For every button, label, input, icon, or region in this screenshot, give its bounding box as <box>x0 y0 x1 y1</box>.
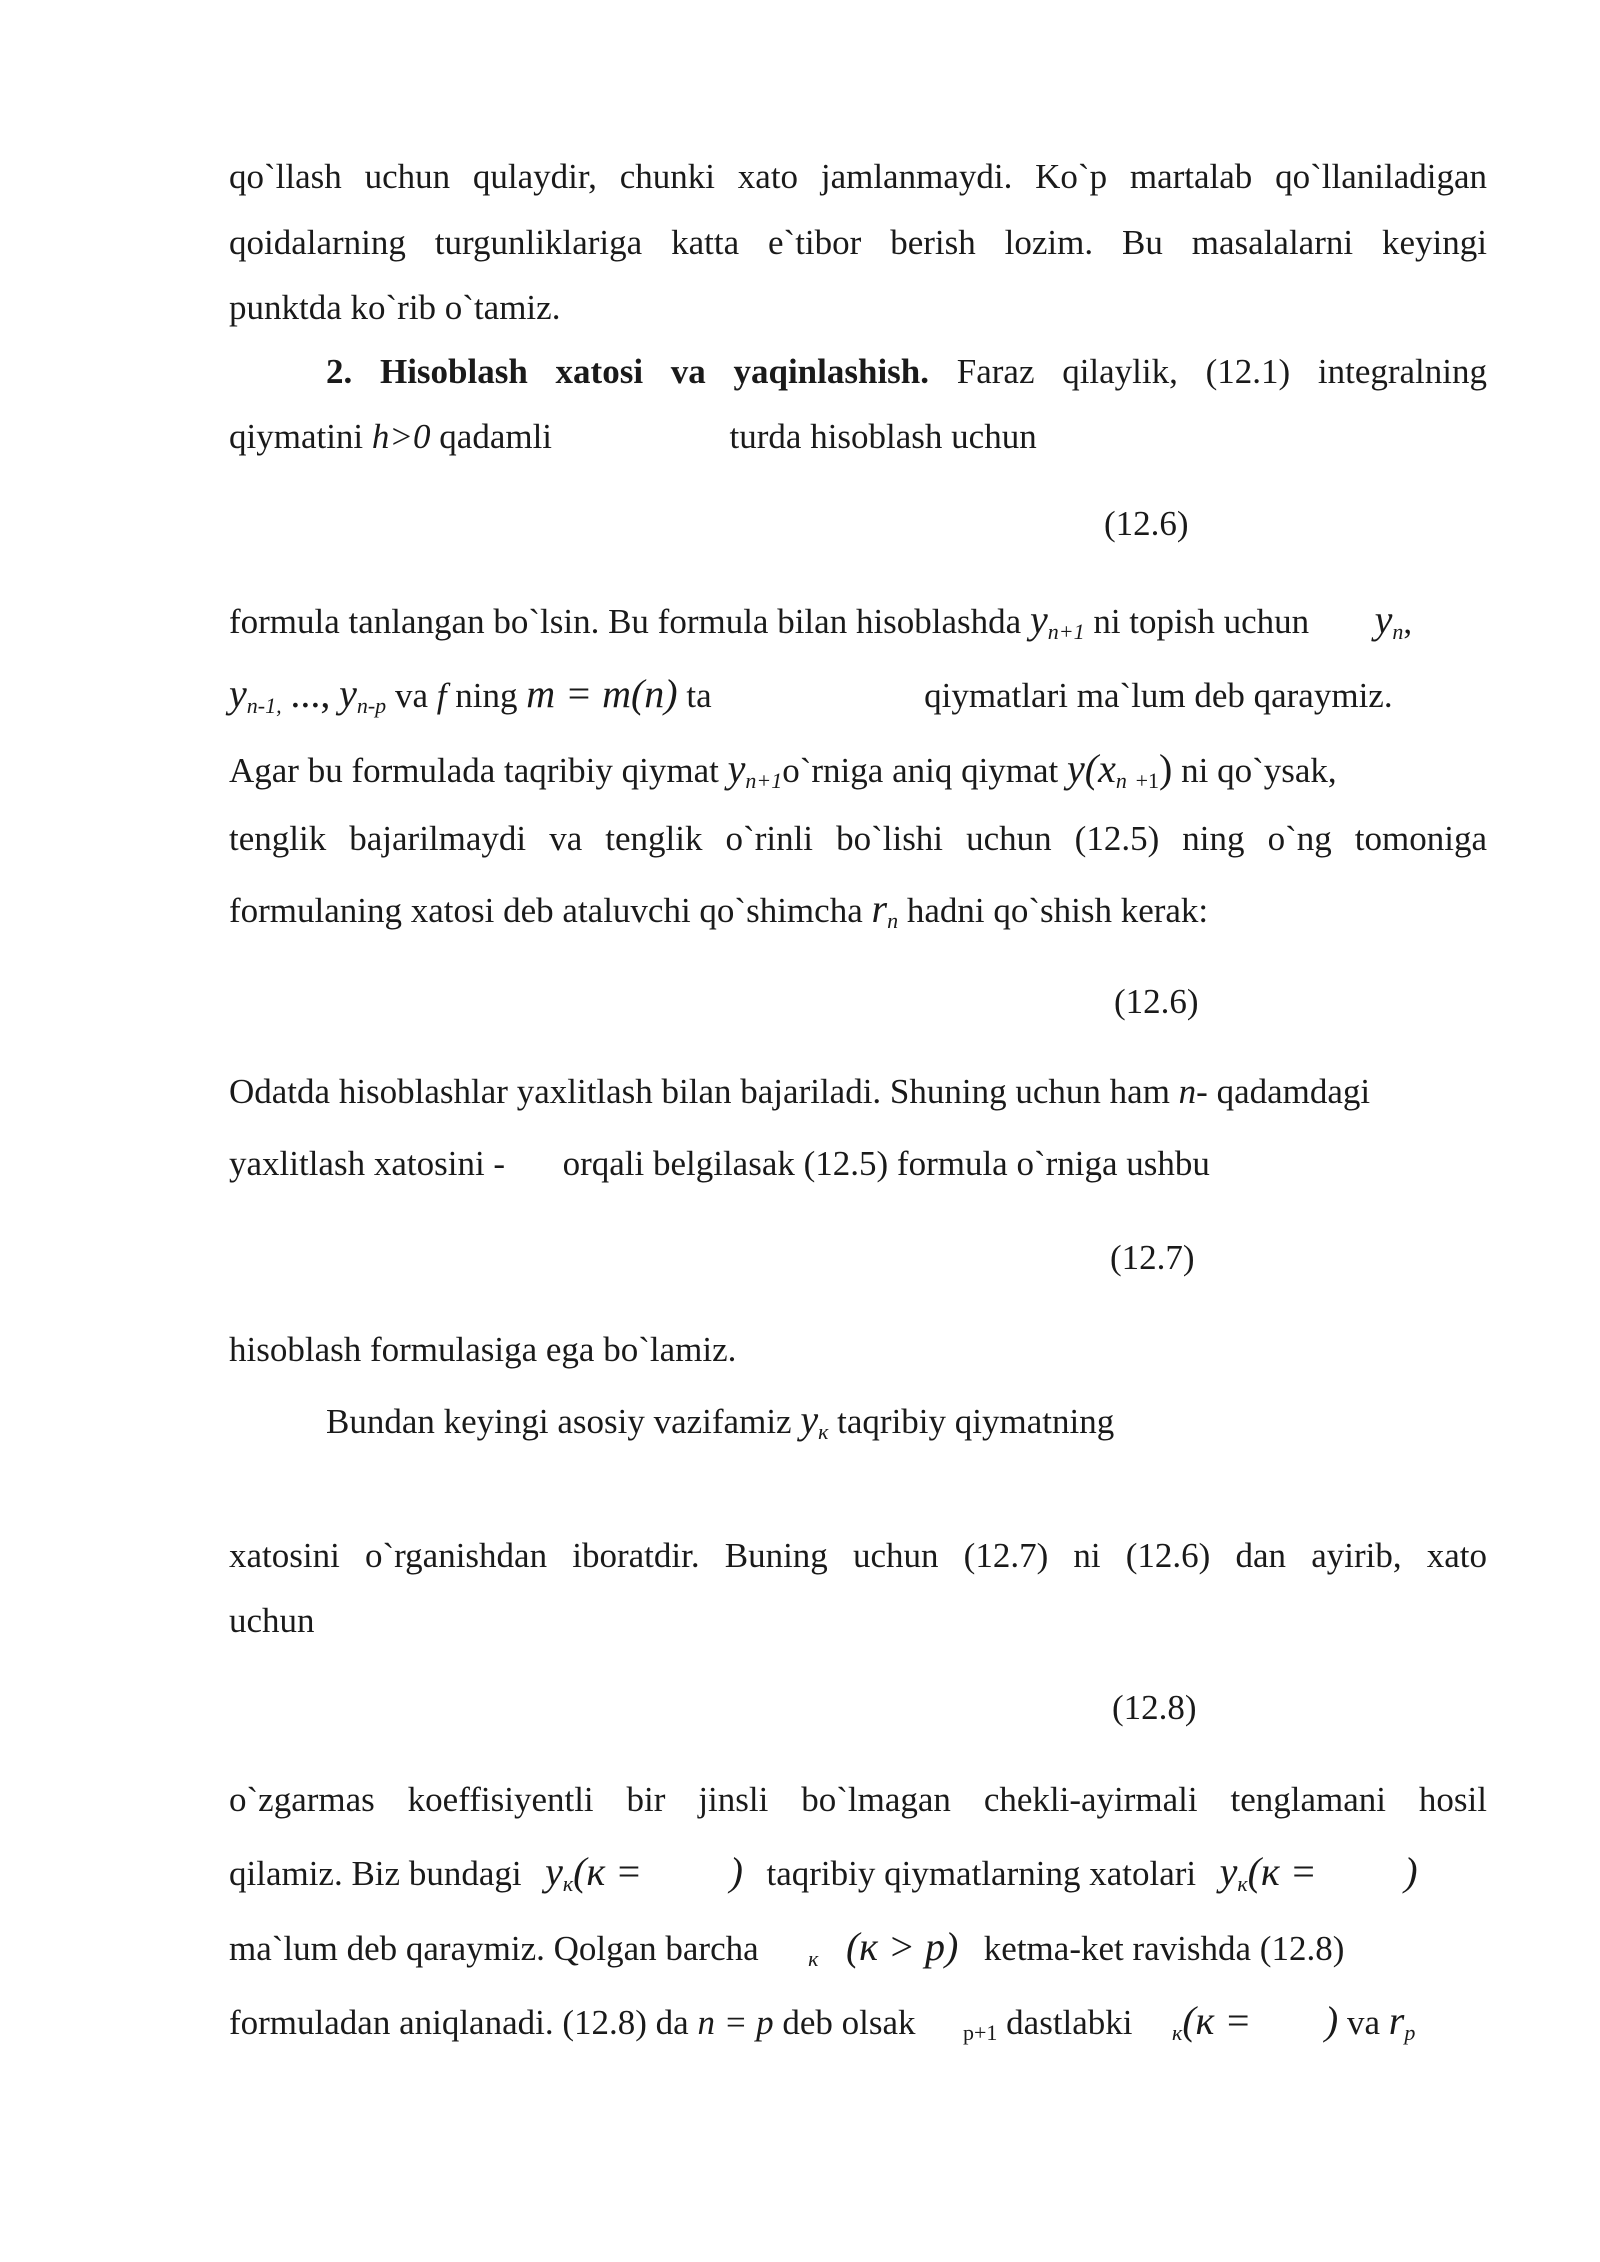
math-subscript: +1 <box>1135 768 1160 793</box>
paragraph-line <box>229 887 1487 943</box>
math-paren: ) <box>729 1849 743 1894</box>
math-n-eq-p: n = p <box>697 2003 774 2042</box>
math-n: n <box>1178 1072 1197 1111</box>
text: ning <box>455 676 518 715</box>
text: qadamli <box>439 417 553 456</box>
math-condition: (к > p) <box>845 1924 959 1969</box>
text: va <box>394 676 428 715</box>
math-subscript: к <box>562 1871 574 1896</box>
text: formula tanlangan bo`lsin. Bu formula bilan hisoblashda <box>229 602 1022 641</box>
paragraph-line: hisoblash formulasiga ega bo`lamiz. <box>229 1330 737 1369</box>
math-k: (к = <box>1247 1849 1317 1894</box>
text: yaxlitlash xatosini - <box>229 1144 506 1183</box>
text: ma`lum deb qaraymiz. Qolgan barcha <box>229 1929 759 1968</box>
math-subscript: n+1 <box>745 768 783 793</box>
math-y: y <box>1219 1849 1238 1894</box>
math-y: y <box>545 1849 563 1894</box>
math-subscript: n+1 <box>1047 619 1085 644</box>
math-y-of-x: y(x <box>1067 746 1116 791</box>
paragraph-line: uchun <box>229 1601 315 1640</box>
math-y: y <box>727 746 746 791</box>
text: Bundan keyingi asosiy vazifamiz <box>326 1402 792 1441</box>
math-y: y <box>800 1397 819 1442</box>
text: dastlabki <box>1006 2003 1133 2042</box>
math-y: y <box>229 671 247 716</box>
text: Odatda hisoblashlar yaxlitlash bilan bajariladi. Shuning uchun ham <box>229 1072 1170 1111</box>
math-subscript: n-1, <box>246 693 282 718</box>
paragraph-line <box>229 1925 1487 1981</box>
math-k: (к = <box>573 1849 643 1894</box>
text: - qadamdagi <box>1196 1072 1371 1111</box>
math-k: (к = <box>1182 1998 1252 2043</box>
paragraph-line: tenglik bajarilmaydi va tenglik o`rinli bo`lishi uchun (12.5) ning o`ng tomoniga <box>229 819 1487 858</box>
paragraph-line: qoidalarning turgunliklariga katta e`tibor berish lozim. Bu masalalarni keyingi <box>229 223 1487 262</box>
text: ketma-ket ravishda (12.8) <box>983 1929 1345 1968</box>
paragraph-line <box>229 672 1487 728</box>
math-r: r <box>871 886 888 931</box>
paragraph-line <box>229 1850 1487 1906</box>
math-paren: ) <box>1159 746 1173 791</box>
text: va <box>1346 2003 1380 2042</box>
math-subscript: к <box>808 1946 819 1971</box>
math-y: y <box>339 671 357 716</box>
text: taqribiy qiymatlarning xatolari <box>766 1854 1197 1893</box>
math-y: y <box>1029 597 1048 642</box>
text: orqali belgilasak (12.5) formula o`rniga ushbu <box>562 1144 1210 1183</box>
text: qilamiz. Biz bundagi <box>229 1854 522 1893</box>
math-subscript: к <box>1172 2020 1183 2045</box>
math-f: f <box>436 676 447 715</box>
text: , <box>1403 602 1413 641</box>
text: formuladan aniqlanadi. (12.8) da <box>229 2003 689 2042</box>
section-heading: 2. Hisoblash xatosi va yaqinlashish. <box>326 352 930 391</box>
paragraph-line <box>229 747 1487 803</box>
text: ta <box>686 676 712 715</box>
math-subscript: n <box>1115 768 1127 793</box>
math-h: h>0 <box>371 417 431 456</box>
text: o`rniga aniq qiymat <box>782 751 1059 790</box>
paragraph-line <box>326 1398 1584 1454</box>
math-dots: ..., <box>290 671 331 716</box>
text: formulaning xatosi deb ataluvchi qo`shimcha <box>229 891 863 930</box>
text: hadni qo`shish kerak: <box>906 891 1209 930</box>
math-subscript: к <box>818 1419 829 1444</box>
equation-number: (12.6) <box>1114 982 1199 1021</box>
paragraph-line <box>229 1142 1487 1186</box>
section-heading-line <box>326 350 1487 394</box>
math-subscript: p+1 <box>963 2020 998 2045</box>
text: turda hisoblash uchun <box>729 417 1037 456</box>
text: deb olsak <box>782 2003 916 2042</box>
paragraph-line <box>229 598 1487 654</box>
math-subscript: к <box>1237 1871 1248 1896</box>
math-m: m = m(n) <box>526 671 678 716</box>
equation-number: (12.6) <box>1104 504 1189 543</box>
math-y: y <box>1374 597 1393 642</box>
text: Agar bu formulada taqribiy qiymat <box>229 751 719 790</box>
text: ni topish uchun <box>1093 602 1310 641</box>
math-paren: ) <box>1324 1998 1339 2043</box>
text: qiymatini <box>229 417 364 456</box>
heading-text: Faraz qilaylik, (12.1) integralning <box>956 352 1488 391</box>
text: qiymatlari ma`lum deb qaraymiz. <box>924 676 1393 715</box>
math-subscript: n <box>887 908 899 933</box>
math-r: r <box>1388 1998 1405 2043</box>
math-paren: ) <box>1404 1849 1418 1894</box>
math-subscript: n <box>1392 619 1404 644</box>
math-subscript: p <box>1404 2020 1416 2045</box>
equation-number: (12.7) <box>1110 1238 1195 1277</box>
paragraph-line <box>229 1070 1487 1114</box>
paragraph-line: o`zgarmas koeffisiyentli bir jinsli bo`lmagan chekli-ayirmali tenglamani hosil <box>229 1780 1487 1819</box>
text: ni qo`ysak, <box>1181 751 1337 790</box>
paragraph-line: qo`llash uchun qulaydir, chunki xato jamlanmaydi. Ko`p martalab qo`llaniladigan <box>229 157 1487 196</box>
paragraph-line: punktda ko`rib o`tamiz. <box>229 288 561 327</box>
paragraph-line: xatosini o`rganishdan iboratdir. Buning uchun (12.7) ni (12.6) dan ayirib, xato <box>229 1536 1487 1575</box>
text: taqribiy qiymatning <box>837 1402 1115 1441</box>
paragraph-line <box>229 1999 1487 2055</box>
math-subscript: n-p <box>356 693 387 718</box>
equation-number: (12.8) <box>1112 1688 1197 1727</box>
paragraph-line <box>229 415 1487 459</box>
